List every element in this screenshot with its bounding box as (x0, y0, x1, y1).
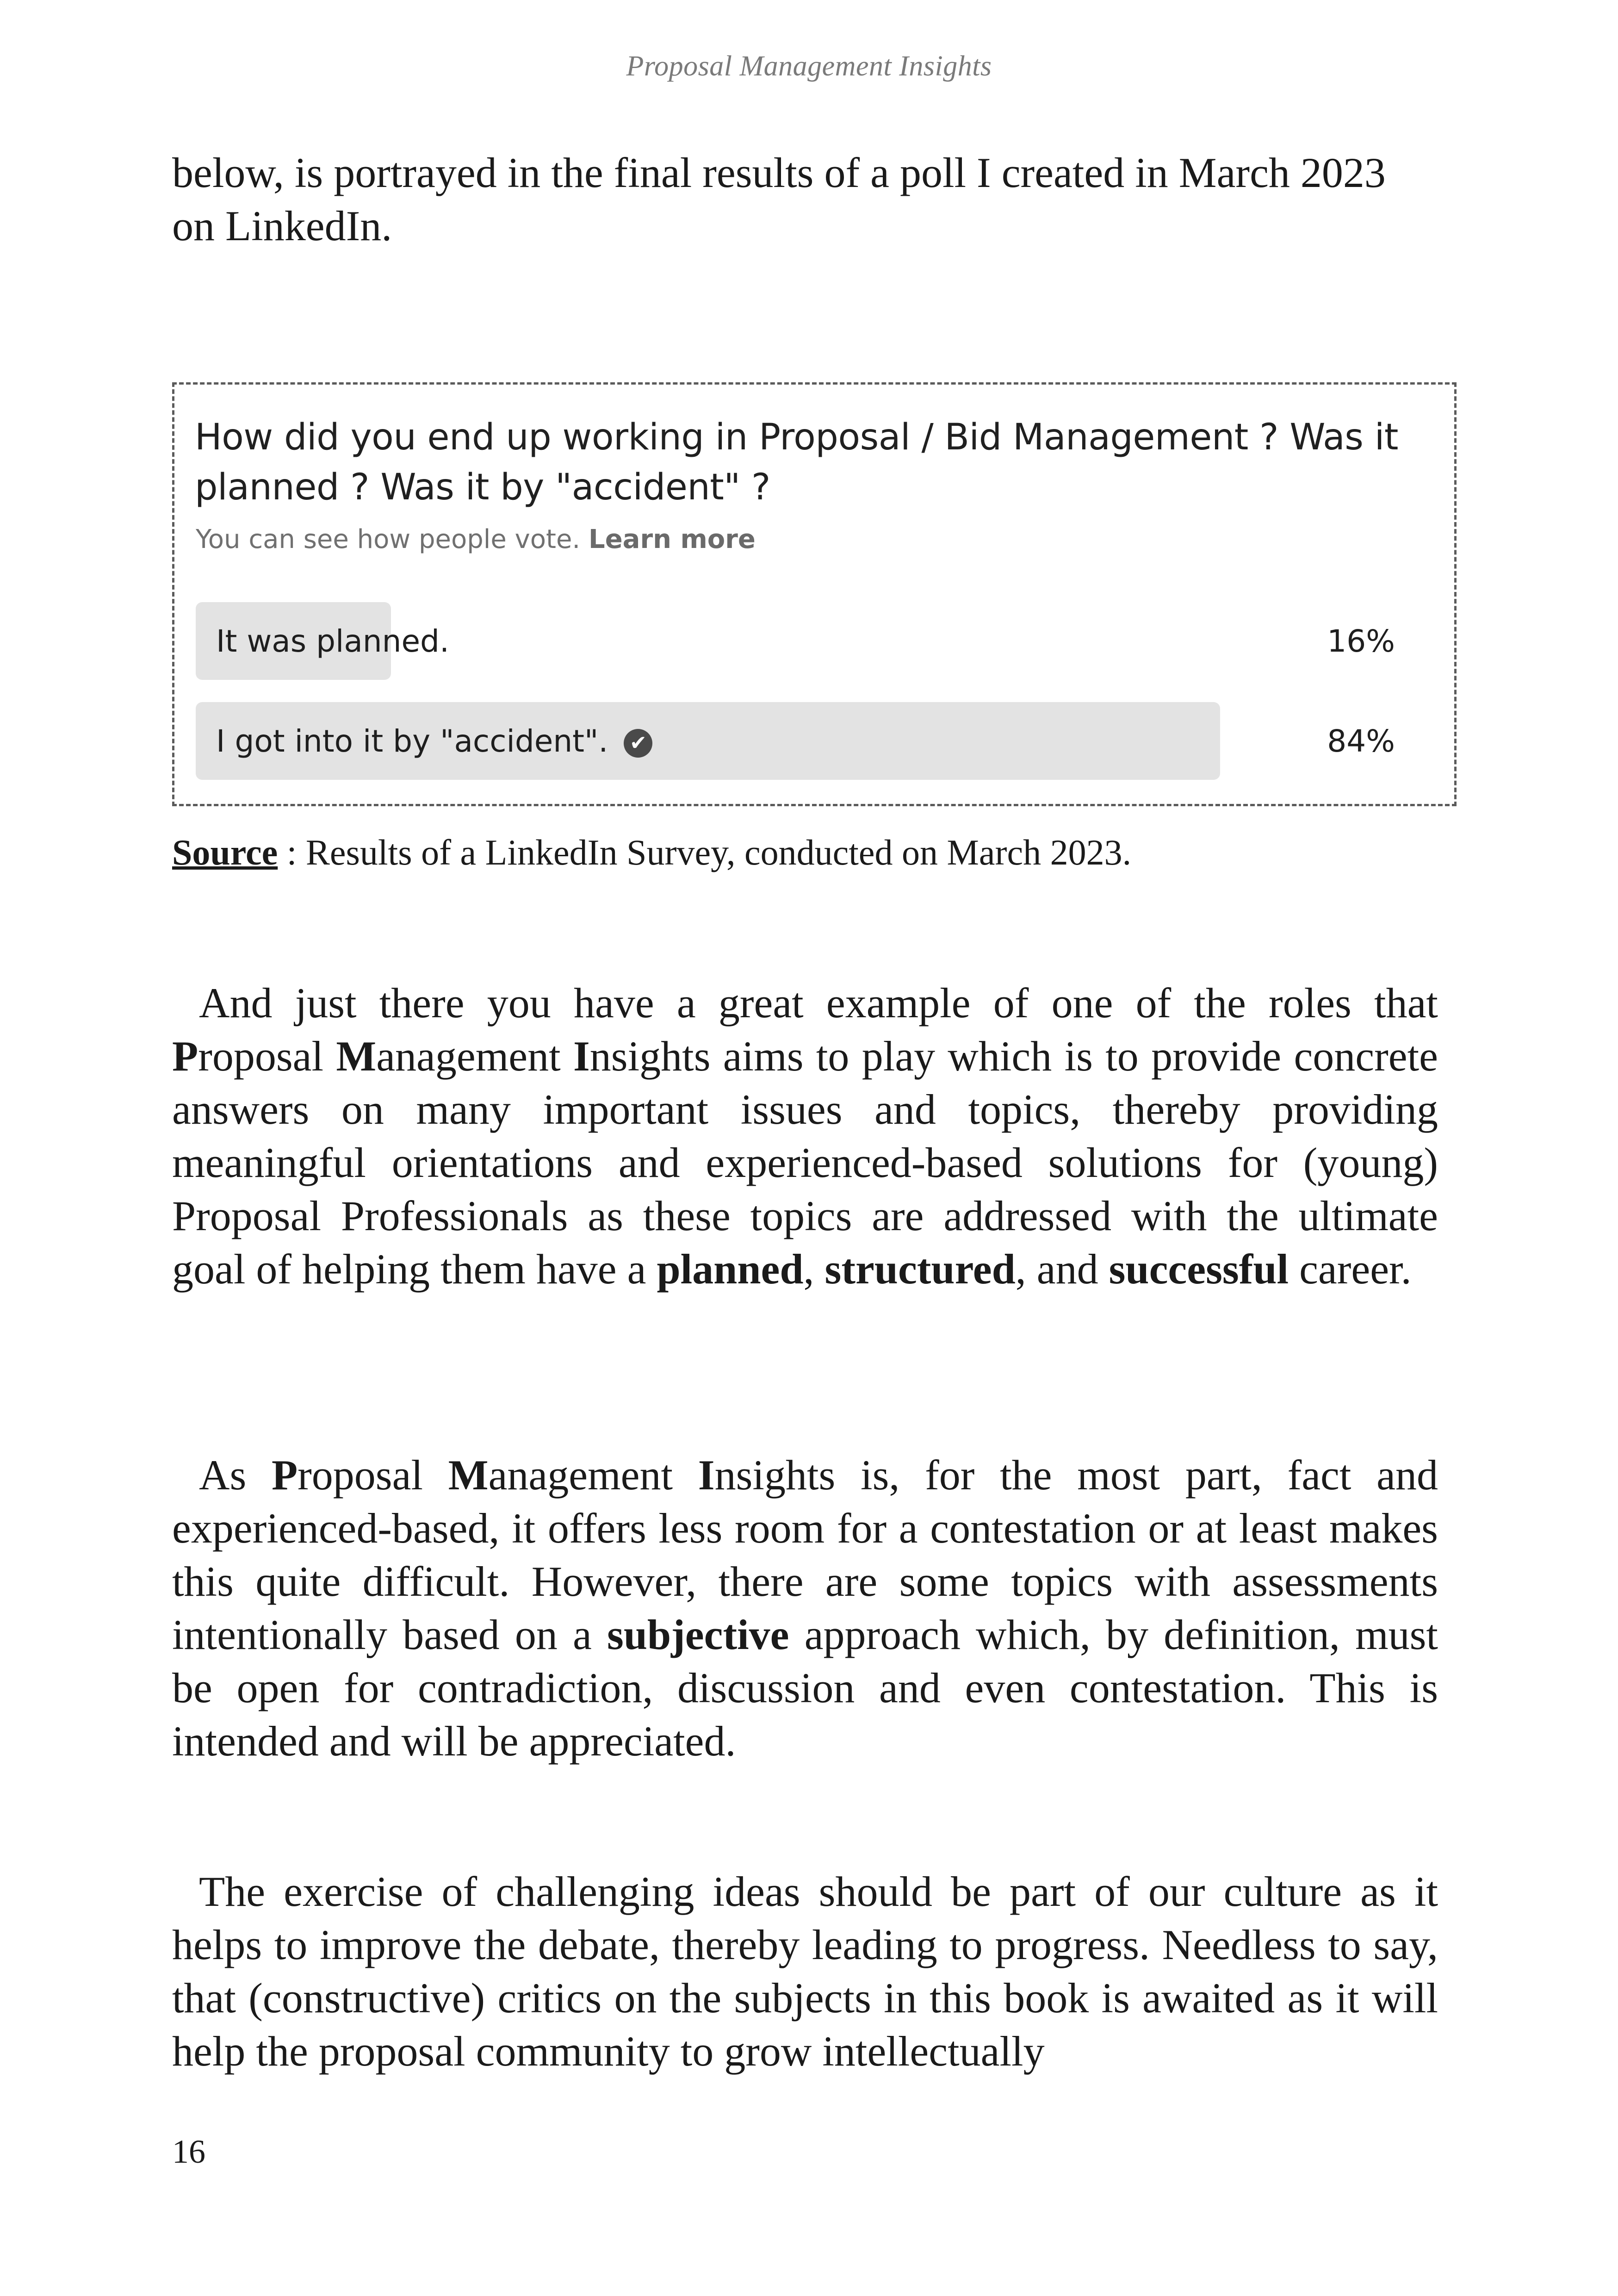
poll-option-label: It was planned. (216, 623, 449, 659)
poll-option-percent: 16% (1327, 623, 1395, 659)
text-run: nsights aims to play which is to provide concrete answers on many important issues and topics, thereby providing meaningful orientations and experienced-based solutions for (young) Proposal Professionals as these topics are addressed with the ultimate goal of helping them have a (172, 1033, 1438, 1293)
text-run: , (803, 1245, 825, 1293)
source-label: Source (172, 832, 278, 872)
poll-option-percent: 84% (1327, 723, 1395, 759)
paragraph-roles (172, 977, 1438, 1296)
linkedin-poll-screenshot (172, 382, 1457, 806)
text-run: anagement (376, 1033, 573, 1080)
text-run: roposal (198, 1033, 336, 1080)
text-run: As (199, 1451, 272, 1499)
figure-source (172, 829, 1131, 876)
initial-letter: I (573, 1033, 590, 1080)
source-text: : Results of a LinkedIn Survey, conducted on March 2023. (278, 832, 1132, 872)
check-circle-icon: ✔ (624, 729, 652, 758)
text-run: career. (1289, 1245, 1412, 1293)
poll-option-accident[interactable] (196, 702, 1415, 780)
poll-option-planned[interactable] (196, 602, 1415, 680)
learn-more-link[interactable]: Learn more (589, 524, 756, 554)
paragraph-contestation (172, 1449, 1438, 1768)
text-run: roposal (298, 1451, 448, 1499)
text-run: And just there you have a great example of one of the roles that (199, 979, 1438, 1027)
poll-info (196, 524, 756, 554)
running-header: Proposal Management Insights (626, 50, 992, 82)
text-run: anagement (488, 1451, 698, 1499)
poll-option-label: I got into it by "accident". (216, 723, 608, 759)
poll-info-text: You can see how people vote. (196, 524, 581, 554)
text-run: nsights is, for the most part, fact and experienced-based, it offers less room for a contestation or at least makes this quite difficult. However, there are some topics with assessments intentionally based on a (172, 1451, 1438, 1658)
initial-letter: P (172, 1033, 198, 1080)
poll-option-label-wrap (216, 723, 652, 759)
initial-letter: M (336, 1033, 377, 1080)
bold-term: successful (1109, 1245, 1289, 1293)
text-run: approach which, by definition, must be open for contradiction, discussion and even contestation. This is intended and will be appreciated. (172, 1611, 1438, 1765)
initial-letter: M (448, 1451, 489, 1499)
bold-term: subjective (607, 1611, 789, 1658)
initial-letter: P (271, 1451, 298, 1499)
page-number: 16 (172, 2133, 205, 2170)
paragraph-challenge: The exercise of challenging ideas should be part of our culture as it helps to improve the debate, thereby leading to progress. Needless to say, that (constructive) critics on the subjects in this book is awaited as it will help the proposal community to grow intellectually (172, 1868, 1438, 2075)
intro-paragraph: below, is portrayed in the final results of a poll I created in March 2023 on LinkedIn. (172, 149, 1386, 249)
bold-term: structured (824, 1245, 1016, 1293)
bold-term: planned (657, 1245, 804, 1293)
initial-letter: I (698, 1451, 715, 1499)
poll-question: How did you end up working in Proposal / Bid Management ? Was it planned ? Was it by "accident" ? (195, 417, 1398, 508)
text-run: , and (1015, 1245, 1109, 1293)
